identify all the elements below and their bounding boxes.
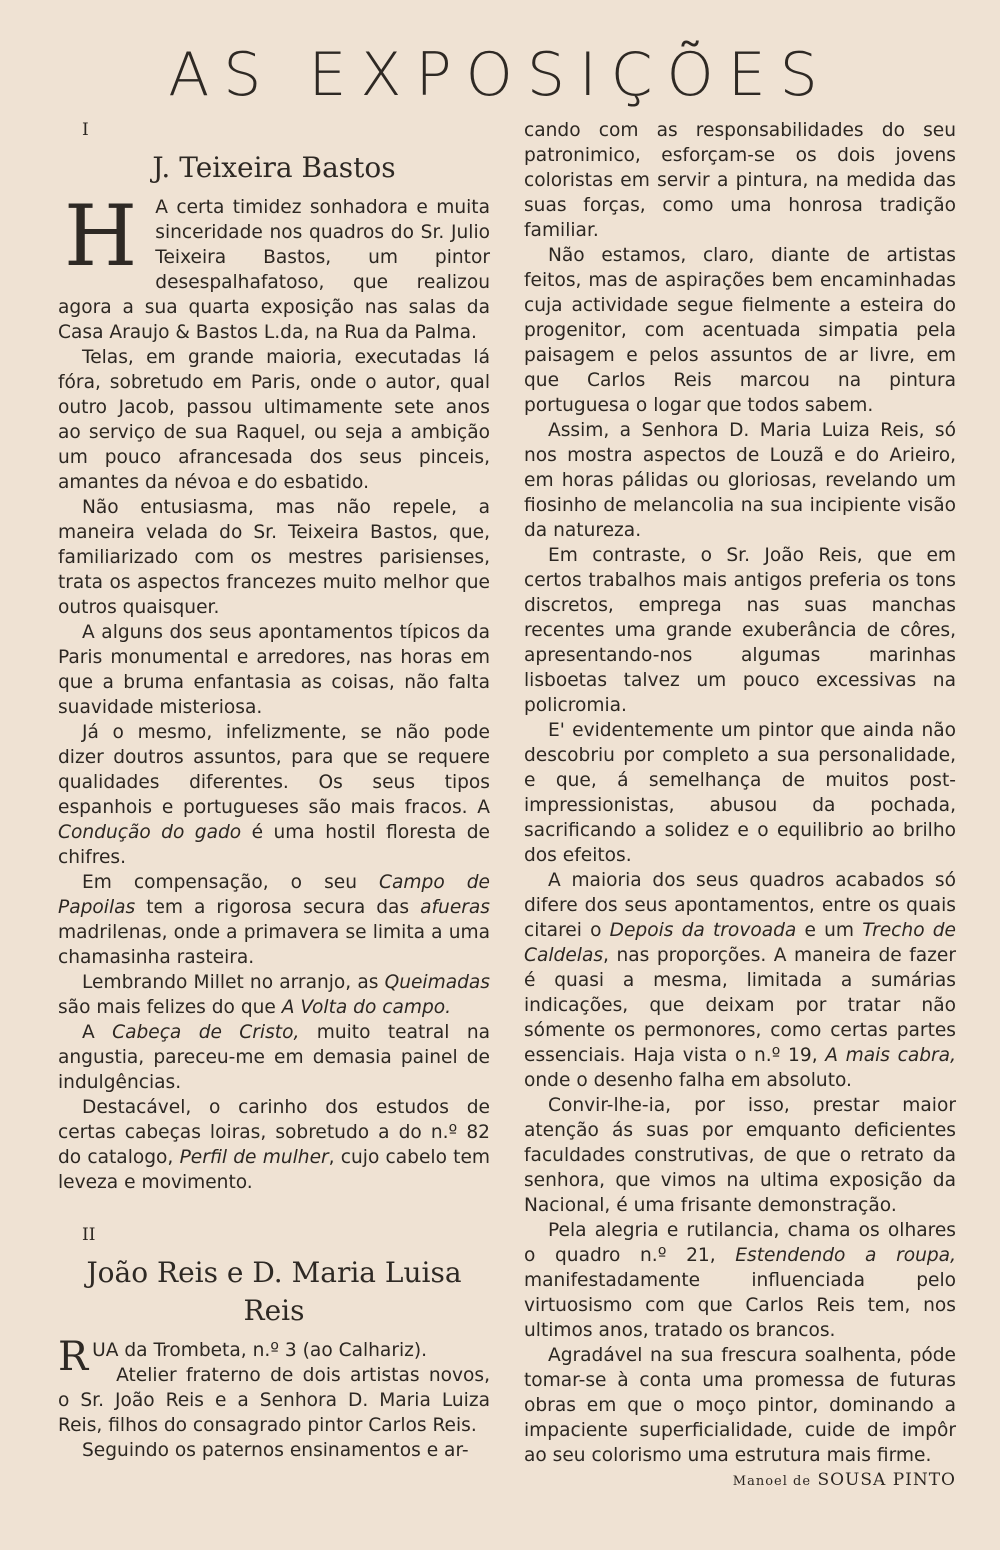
- paragraph: Pela alegria e rutilancia, chama os olhares o quadro n.º 21, Estendendo a roupa, manifestadamente influenciada pelo virtuosismo com que Carlos Reis tem, nos ultimos anos, tratado os brancos.: [524, 1220, 956, 1341]
- page-title: AS EXPOSIÇÕES: [168, 40, 832, 110]
- artwork-title: Campo de Papoilas: [58, 872, 490, 918]
- artwork-title: Queimadas: [384, 972, 490, 993]
- paragraph: Não estamos, claro, diante de artistas feitos, mas de aspirações bem encaminhadas cuja actividade segue fielmente a esteira do progenitor, com acentuada simpatia pela paisagem e pelos assuntos de ar livre, em que Carlos Reis marcou na pintura portuguesa o logar que todos sabem.: [524, 245, 956, 416]
- artwork-title: Trecho de Caldelas: [524, 920, 956, 966]
- section-heading: J. Teixeira Bastos: [152, 151, 396, 184]
- drop-cap: H: [64, 187, 138, 285]
- paragraph: Em compensação, o seu Campo de Papoilas tem a rigorosa secura das afueras madrilenas, onde a primavera se limita a uma chamasinha rasteira.: [58, 872, 490, 968]
- section-number: I: [82, 120, 89, 140]
- author-signature: [733, 1470, 956, 1490]
- article-intro: [58, 1334, 490, 1380]
- artwork-title: Perfil de mulher: [179, 1147, 329, 1168]
- paragraph: A maioria dos seus quadros acabados só difere dos seus apontamentos, entre os quais citarei o Depois da trovoada e um Trecho de Caldelas, nas proporções. A maneira de fazer é quasi a mesma, limitada a sumárias indicações, que deixam por tratar não sómente os permonores, como certas partes essenciais. Haja vista o n.º 19, A mais cabra, onde o desenho falha em absoluto.: [524, 870, 956, 1091]
- paragraph: Não entusiasma, mas não repele, a maneira velada do Sr. Teixeira Bastos, que, familiarizado com os mestres parisienses, trata os aspectos francezes muito melhor que outros quaisquer.: [58, 497, 490, 618]
- paragraph: Em contraste, o Sr. João Reis, que em certos trabalhos mais antigos preferia os tons discretos, emprega nas suas manchas recentes uma grande exuberância de côres, apresentando-nos algumas marinhas lisboetas talvez um pouco excessivas na policromia.: [524, 545, 956, 716]
- paragraph: Convir-lhe-ia, por isso, prestar maior atenção ás suas por emquanto deficientes faculdades construtivas, de que o retrato da senhora, que vimos na ultima exposição da Nacional, é uma frisante demonstração.: [524, 1095, 956, 1216]
- foreign-word: afueras: [420, 897, 490, 918]
- paragraph: Agradável na sua frescura soalhenta, póde tomar-se à conta uma promessa de futuras obras em que o moço pintor, dominando a impaciente superficialidade, cuide de impôr ao seu colorismo uma estrutura mais firme.: [524, 1345, 956, 1466]
- artwork-title: Condução do gado: [58, 822, 242, 843]
- paragraph: A alguns dos seus apontamentos típicos da Paris monumental e arredores, nas horas em que a bruma enfantasia as coisas, não falta suavidade misteriosa.: [58, 622, 490, 718]
- section-number: II: [82, 1225, 96, 1245]
- paragraph: Atelier fraterno de dois artistas novos, o Sr. João Reis e a Senhora D. Maria Luiza Reis, filhos do consagrado pintor Carlos Reis.: [58, 1365, 490, 1436]
- right-column: [524, 118, 956, 1468]
- signature-prefix: Manoel de: [732, 1474, 812, 1489]
- artwork-title: A Volta do campo.: [281, 997, 452, 1018]
- paragraph: Assim, a Senhora D. Maria Luiza Reis, só nos mostra aspectos de Louzã e do Arieiro, em horas pálidas ou gloriosas, revelando um fiosinho de melancolia na sua incipiente visão da natureza.: [524, 420, 956, 541]
- paragraph: Destacável, o carinho dos estudos de certas cabeças loiras, sobretudo a do n.º 82 do catalogo, Perfil de mulher, cujo cabelo tem leveza e movimento.: [58, 1097, 491, 1193]
- paragraph: E' evidentemente um pintor que ainda não descobriu por completo a sua personalidade, e que, á semelhança de muitos post-impressionistas, abusou da pochada, sacrificando a solidez e o equilibrio ao brilho dos efeitos.: [524, 720, 956, 866]
- drop-cap: R: [58, 1334, 89, 1380]
- artwork-title: Depois da trovoada: [609, 920, 797, 941]
- left-column: [58, 118, 490, 1463]
- signature-name: SOUSA PINTO: [817, 1470, 956, 1490]
- artwork-title: Cabeça de Cristo,: [112, 1022, 300, 1043]
- paragraph: Já o mesmo, infelizmente, se não pode dizer doutros assuntos, para que se requere qualidades diferentes. Os seus tipos espanhois e portugueses são mais fracos. A Condução do gado é uma hostil floresta de chifres.: [58, 722, 490, 868]
- paragraph: Lembrando Millet no arranjo, as Queimadas são mais felizes do que A Volta do campo.: [58, 972, 490, 1018]
- artwork-title: Estendendo a roupa,: [735, 1245, 956, 1266]
- paragraph: Telas, em grande maioria, executadas lá fóra, sobretudo em Paris, onde o autor, qual outro Jacob, passou ultimamente sete anos ao serviço de sua Raquel, ou seja a ambição um pouco afrancesada dos seus pinceis, amantes da névoa e do esbatido.: [58, 347, 490, 493]
- paragraph: RUA da Trombeta, n.º 3 (ao Calhariz).: [58, 1334, 428, 1380]
- article-intro: [58, 187, 490, 345]
- section-heading: João Reis e D. Maria Luisa Reis: [86, 1256, 462, 1327]
- paragraph: Seguindo os paternos ensinamentos e ar-: [82, 1440, 469, 1461]
- artwork-title: A mais cabra,: [825, 1045, 956, 1066]
- paragraph: A certa timidez sonhadora e muita sinceridade nos quadros do Sr. Julio Teixeira Bastos, um pintor desespalhafatoso, que realizou agora a sua quarta exposição nas salas da Casa Araujo & Bastos L.da, na Rua da Palma.: [58, 197, 490, 343]
- paragraph: cando com as responsabilidades do seu patronimico, esforçam-se os dois jovens coloristas em servir a pintura, na medida das suas forças, como uma honrosa tradição familiar.: [524, 120, 956, 241]
- paragraph: A Cabeça de Cristo, muito teatral na angustia, pareceu-me em demasia painel de indulgências.: [58, 1022, 491, 1093]
